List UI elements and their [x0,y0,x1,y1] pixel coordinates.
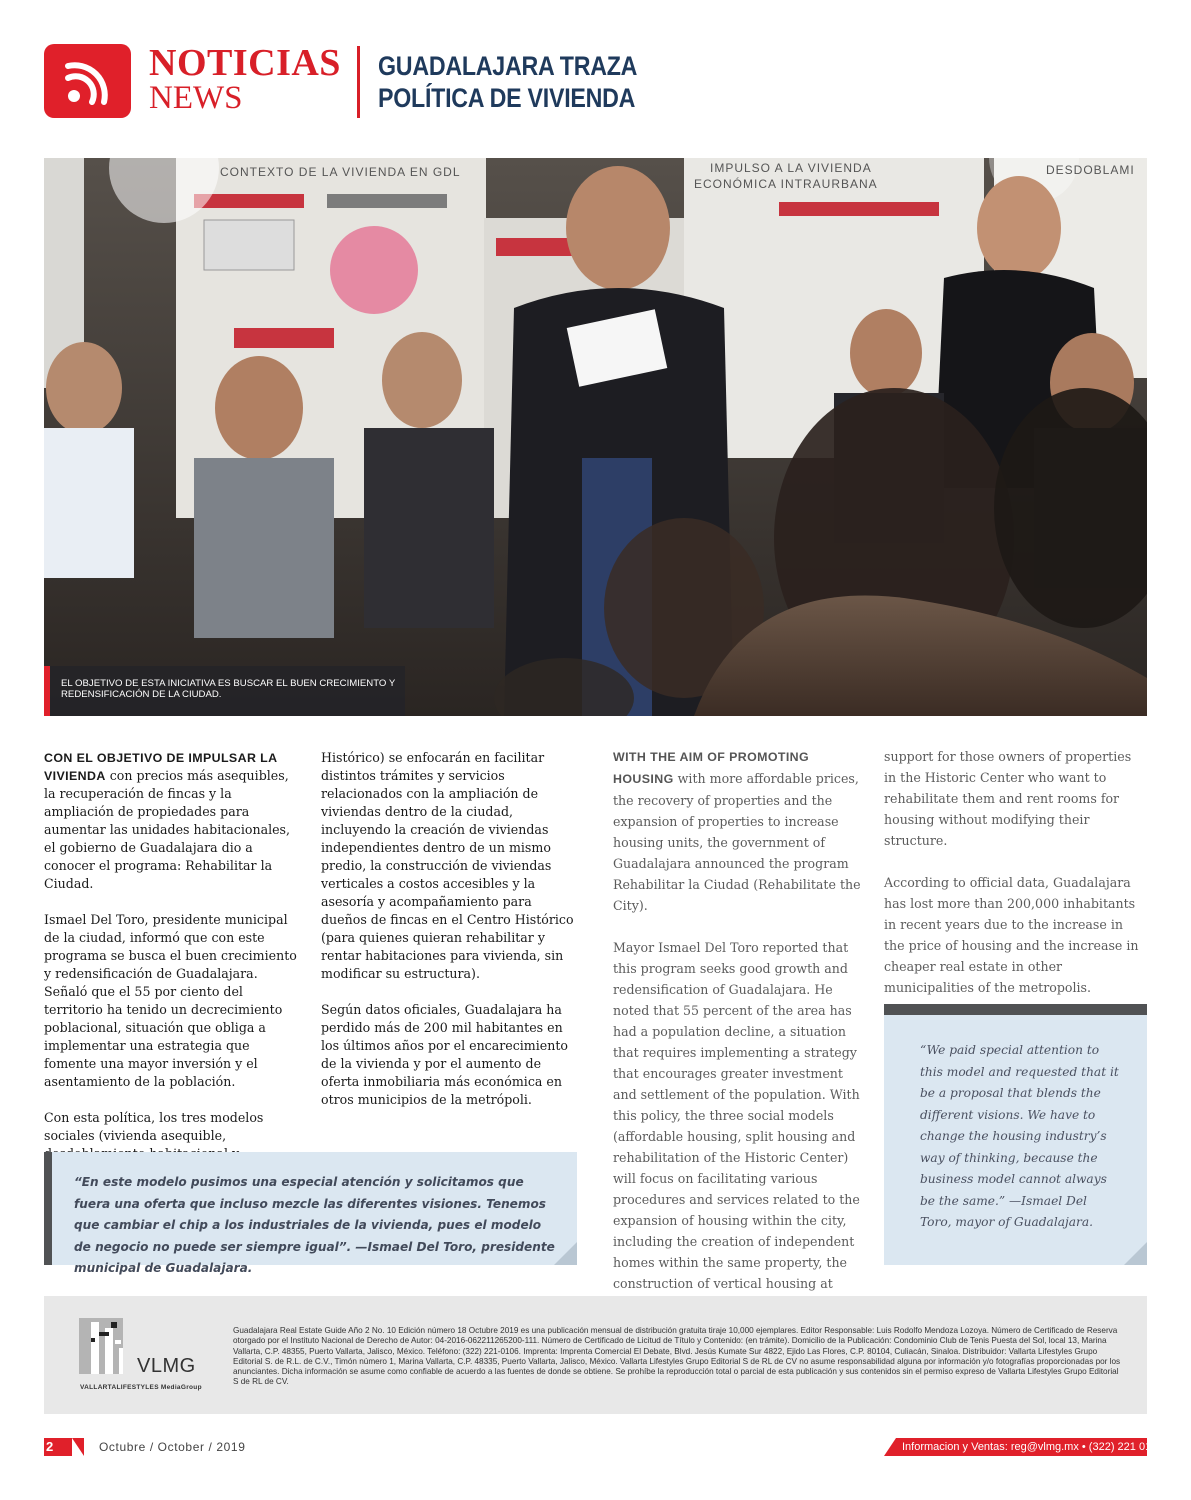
article-en-column-2 [884,746,1147,1019]
header-divider [357,46,360,118]
headline-line-2: POLÍTICA DE VIVIENDA [378,83,636,113]
issue-date: Octubre / October / 2019 [99,1440,246,1454]
photo-caption: EL OBJETIVO DE ESTA INICIATIVA ES BUSCAR EL BUEN CRECIMIENTO Y REDENSIFICACIÓN DE LA CIUDAD. [61,678,396,700]
contact-info[interactable]: Informacion y Ventas: reg@vlmg.mx • (322) 221 0106 [902,1441,1164,1453]
article-photo [44,158,1147,716]
caption-accent-bar [44,666,50,716]
section-title-en: NEWS [149,80,243,116]
article-es-p1-text: con precios más asequibles, la recuperación de fincas y la ampliación de propiedades para aumentar las unidades habitacionales, el gobierno de Guadalajara dio a conocer el programa: Rehabilitar la Ciudad. [44,768,291,891]
page-number: 2 [46,1439,54,1454]
legal-notice: Guadalajara Real Estate Guide Año 2 No. 10 Edición número 18 Octubre 2019 es una publicación mensual de distribución gratuita tiraje 10,000 ejemplares. Editor Responsable: Luis Rodolfo Mendoza Lozoya. Número de Certificado de Reserva otorgado por el Instituto Nacional de Derecho de Autor: 04-2016-062211265200-111. Número de Certificado de Licitud de Título y Contenido: (en trámite). Domicilio de la Publicación: Condominio Club de Tenis Puesta del Sol, local 13, Marina Vallarta, C.P. 48355, Puerto Vallarta, Jalisco, México. Teléfono: (322) 221-0106. Imprenta: Imprenta Comercial El Debate, Blvd. Jesús Kumate Sur 4822, Ejido Las Flores, C.P. 80104, Culiacán, Sinaloa. Distribuidor: Vallarta Lifestyles Grupo Editorial S. de R.L. de C.V., Timón número 1, Marina Vallarta, C.P. 48335, Puerto Vallarta, Jalisco, México. Vallarta Lifestyles Grupo Editorial S de RL de CV no asume responsabilidad alguna por información y/o fotografías proporcionadas por los anunciantes. Dicha información se asume como confiable de acuerdo a las fuentes de donde se obtiene. Se prohíbe la reproducción total o parcial de esta publicación y sus contenidos sin el permiso expreso de Vallarta Lifestyles Grupo Editorial S de RL de CV. [233,1326,1121,1387]
article-es-paragraph-2: Ismael Del Toro, presidente municipal de la ciudad, informó que con este programa se busca el buen crecimiento y redensificación de Guadalajara. Señaló que el 55 por ciento del territorio ha tenido un decrecimiento poblacional, situación que obliga a implementar una estrategia que fomente una mayor inversión y el asentamiento de la población. [44,912,297,1089]
article-en-paragraph-2: Mayor Ismael Del Toro reported that this program seeks good growth and redensification of Guadalajara. He noted that 55 percent of the area has had a population decline, a situation that requires implementing a strategy that encourages greater investment and settlement of the population. With this policy, the three social models (affordable housing, split housing and rehabilitation of the Historic Center) will focus on facilitating various procedures and services related to the expansion of housing within the city, including the creation of independent homes within the same property, the construction of vertical housing at [613,940,860,1291]
article-es-lead: CON EL OBJETIVO DE IMPULSAR LA VIVIENDA [44,751,277,783]
poster-2-title-1: IMPULSO A LA VIVIENDA [710,161,872,175]
pull-quote-en-bar [884,1004,1147,1015]
article-es-paragraph-3: Con esta política, los tres modelos sociales (vivienda asequible, [44,1110,264,1143]
vlmg-logo-mark [79,1318,137,1374]
article-es-column-1 [44,749,299,1199]
pull-quote-es-bar [44,1152,52,1265]
rss-icon-badge [44,44,131,118]
headline-line-1: GUADALAJARA TRAZA [378,51,638,81]
event-photo-illustration [44,158,1147,716]
section-title-es: NOTICIAS [149,42,341,84]
rss-icon [44,44,131,118]
article-en-lead: WITH THE AIM OF PROMOTING HOUSING [613,750,810,786]
pull-quote-en: “We paid special attention to this model and requested that it be a proposal that blends the different visions. We have to change the housing industry’s way of thinking, because the business model cannot always be the same.” —Ismael Del Toro, mayor of Guadalajara. [920,1043,1119,1229]
article-es-column-2 [321,749,577,1127]
poster-1-title: CONTEXTO DE LA VIVIENDA EN GDL [220,165,461,179]
vlmg-logo-text: VLMG [137,1355,196,1377]
article-es-paragraph-3-cont: Histórico) se enfocarán en facilitar distintos trámites y servicios relacionados con la ampliación de viviendas dentro de la ciudad, incluyendo la creación de viviendas independientes dentro de un mismo predio, la construcción de viviendas verticales a costos accesibles y la asesoría y acompañamiento para dueños de fincas en el Centro Histórico (para quienes quieran rehabilitar y rentar habitaciones para vivienda, sin modificar su estructura). [321,750,574,981]
pull-quote-es: “En este modelo pusimos una especial atención y solicitamos que fuera una oferta que incluso mezcle las diferentes visiones. Tenemos que cambiar el chip a los industriales de la vivienda, pues el modelo de negocio no puede ser siempre igual”. —Ismael Del Toro, presidente municipal de Guadalajara. [74,1175,555,1275]
article-en-p1-text: with more affordable prices, the recovery of properties and the expansion of properties to increase housing units, the government of Guadalajara announced the program Rehabilitar la Ciudad (Rehabilitate the City). [613,771,861,913]
vlmg-logo-icon [79,1318,137,1379]
article-es-paragraph-1 [44,749,299,893]
article-es-paragraph-4: Según datos oficiales, Guadalajara ha perdido más de 200 mil habitantes en los últimos años por el encarecimiento de la vivienda y por el aumento de oferta inmobiliaria más económica en otros municipios de la metrópoli. [321,1002,568,1107]
article-en-column-1 [613,746,868,1336]
article-en-paragraph-1 [613,746,868,916]
poster-2-title-2: ECONÓMICA INTRAURBANA [694,177,878,191]
poster-3-title: DESDOBLAMI [1046,163,1135,177]
article-en-paragraph-3: According to official data, Guadalajara has lost more than 200,000 inhabitants in recent years due to the increase in the price of housing and the increase in cheaper real estate in other municipalities of the metropolis. [884,875,1139,995]
vlmg-logo-subtitle: VALLARTALIFESTYLES MediaGroup [80,1384,202,1391]
article-headline [378,50,637,114]
article-en-paragraph-2-cont: support for those owners of properties in the Historic Center who want to rehabilitate them and rent rooms for housing without modifying their structure. [884,749,1132,848]
